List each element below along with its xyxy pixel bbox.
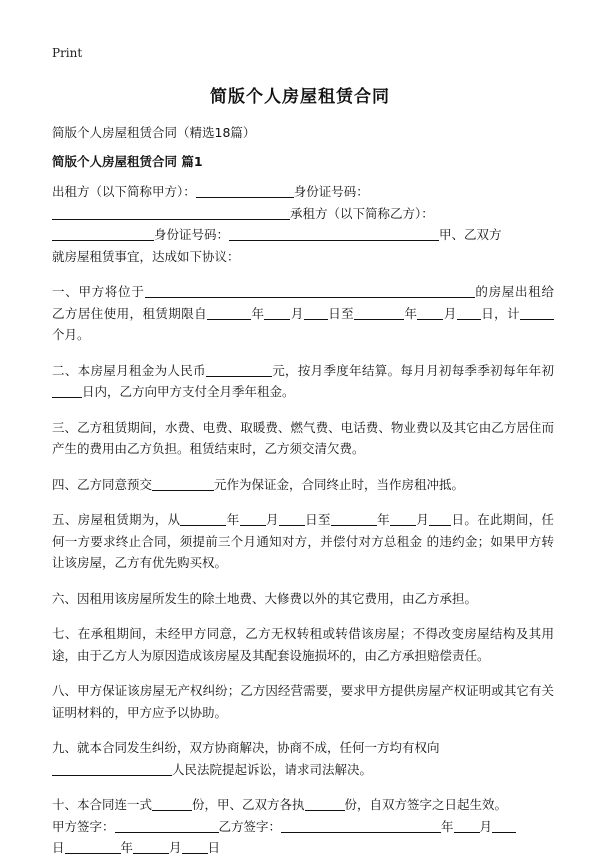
period-start-year-blank[interactable] — [180, 511, 226, 526]
clause-10-text-c: 份，自双方签字之日起生效。 — [344, 797, 508, 812]
lessee-name-blank[interactable] — [52, 226, 154, 241]
copies-each-blank[interactable] — [305, 796, 345, 811]
start-month-blank[interactable] — [264, 305, 290, 320]
clause-5-day-to: 日至 — [304, 512, 331, 527]
clause-1-text-a: 一、甲方将位于 — [52, 284, 145, 299]
date-day-label: 日 — [207, 840, 221, 855]
clause-5-month: 月 — [265, 512, 279, 527]
clause-9 — [52, 737, 554, 780]
clause-1-text-b: 的房屋出租给乙方居住使用，租赁期限自 — [52, 284, 554, 321]
deposit-blank[interactable] — [152, 476, 214, 491]
start-day-blank[interactable] — [304, 305, 328, 320]
date-month-blank[interactable] — [133, 839, 169, 854]
period-start-day-blank[interactable] — [279, 511, 305, 526]
clause-6: 六、因租用该房屋所发生的除土地费、大修费以外的其它费用，由乙方承担。 — [52, 590, 478, 606]
payment-days-blank[interactable] — [52, 383, 82, 398]
date-year-blank[interactable] — [65, 839, 121, 854]
monthly-rent-blank[interactable] — [206, 362, 272, 377]
clause-7: 七、在承租期间，未经甲方同意，乙方无权转租或转借该房屋；不得改变房屋结构及其用途，由于乙方人为原因造成该房屋及其配套设施损坏的，由乙方承担赔偿责任。 — [52, 626, 554, 663]
clause-5-year-2: 年 — [376, 512, 391, 527]
clause-1 — [52, 281, 554, 346]
clause-9-text-a: 九、就本合同发生纠纷，双方协商解决，协商不成，任何一方均有权向 — [52, 740, 440, 755]
clause-4 — [52, 474, 554, 496]
clause-4-text-a: 四、乙方同意预交 — [52, 476, 153, 492]
sign-year-label: 年 — [441, 818, 454, 834]
clause-5-text-b: 日。在此期间，任何一方要求终止合同，须提前三个月通知对方，并偿付对方总租金 的违约金；如果甲方转让该房屋，乙方有优先购买权。 — [52, 512, 554, 570]
property-location-blank[interactable] — [145, 283, 475, 298]
lessee-id-label: 身份证号码： — [154, 227, 230, 242]
clause-1-day-2: 日，计 — [480, 305, 520, 321]
date-day-blank[interactable] — [182, 839, 208, 854]
clause-4-text-b: 元作为保证金，合同终止时，当作房租冲抵。 — [214, 476, 465, 492]
clause-2-text-a: 二、本房屋月租金为人民币 — [52, 362, 206, 378]
clause-1-month-2: 月 — [443, 305, 457, 321]
clause-5 — [52, 509, 554, 574]
clause-1-year: 年 — [251, 305, 265, 321]
party-a-signature-label: 甲方签字： — [52, 818, 115, 834]
clause-8: 八、甲方保证该房屋无产权纠纷；乙方因经营需要，要求甲方提供房屋产权证明或其它有关证明材料的，甲方应予以协助。 — [52, 683, 554, 720]
period-start-month-blank[interactable] — [240, 511, 266, 526]
lease-months-blank[interactable] — [520, 305, 554, 320]
lessor-label: 出租方（以下简称甲方）： — [52, 184, 196, 199]
clause-1-months: 个月。 — [52, 327, 90, 342]
section-title: 简版个人房屋租赁合同 篇1 — [52, 154, 203, 169]
date-year-label: 年 — [120, 840, 134, 855]
clause-1-day-to: 日至 — [327, 305, 355, 321]
court-name-blank[interactable] — [52, 761, 172, 776]
copies-total-blank[interactable] — [152, 796, 192, 811]
clause-2 — [52, 360, 554, 403]
parties-paragraph — [52, 181, 554, 267]
agreement-text-1: 甲、乙双方 — [439, 227, 502, 242]
contract-body — [52, 181, 554, 859]
lessee-id-blank[interactable] — [229, 226, 439, 241]
party-b-signature-blank[interactable] — [281, 818, 441, 833]
clause-9-text-b: 人民法院提起诉讼，请求司法解决。 — [172, 761, 373, 777]
sign-month-blank[interactable] — [454, 818, 480, 833]
clause-2-text-c: 日内，乙方向甲方支付全月季年租金。 — [82, 384, 295, 399]
clause-5-year: 年 — [226, 512, 240, 527]
date-month-label: 月 — [169, 840, 182, 855]
clause-2-text-b: 元，按月季度年结算。每月月初每季季初每年年初 — [271, 362, 554, 378]
period-end-year-blank[interactable] — [331, 511, 377, 526]
sign-day-blank[interactable] — [492, 818, 516, 833]
sign-day-label: 日 — [52, 840, 65, 855]
clause-5-text-a: 五、房屋租赁期为，从 — [52, 512, 181, 527]
lessor-id-blank[interactable] — [52, 205, 290, 220]
clause-10-text-a: 十、本合同连一式 — [52, 797, 153, 812]
end-year-blank[interactable] — [354, 305, 404, 320]
end-day-blank[interactable] — [457, 305, 481, 320]
end-month-blank[interactable] — [417, 305, 443, 320]
start-year-blank[interactable] — [207, 305, 251, 320]
party-b-signature-label: 乙方签字： — [218, 818, 282, 834]
lessor-id-label: 身份证号码： — [293, 184, 369, 199]
clause-5-month-2: 月 — [416, 512, 430, 527]
period-end-month-blank[interactable] — [390, 511, 416, 526]
print-label: Print — [52, 46, 83, 60]
sign-month-label: 月 — [479, 818, 493, 834]
clause-10-text-b: 份，甲、乙双方各执 — [192, 797, 305, 812]
period-end-day-blank[interactable] — [429, 511, 451, 526]
clause-3: 三、乙方租赁期间，水费、电费、取暖费、燃气费、电话费、物业费以及其它由乙方居住而产生的费用由乙方负担。租赁结束时，乙方须交清欠费。 — [52, 419, 554, 456]
lessor-name-blank[interactable] — [196, 183, 294, 198]
clause-10 — [52, 794, 554, 859]
clause-1-month: 月 — [290, 305, 304, 321]
party-a-signature-blank[interactable] — [115, 818, 219, 833]
lessee-label: 承租方（以下简称乙方）： — [290, 205, 434, 221]
agreement-text-2: 就房屋租赁事宜，达成如下协议： — [52, 248, 240, 264]
document-subtitle: 简版个人房屋租赁合同（精选18篇） — [52, 125, 256, 140]
clause-1-year-2: 年 — [404, 305, 418, 321]
document-title: 简版个人房屋租赁合同 — [210, 87, 390, 107]
